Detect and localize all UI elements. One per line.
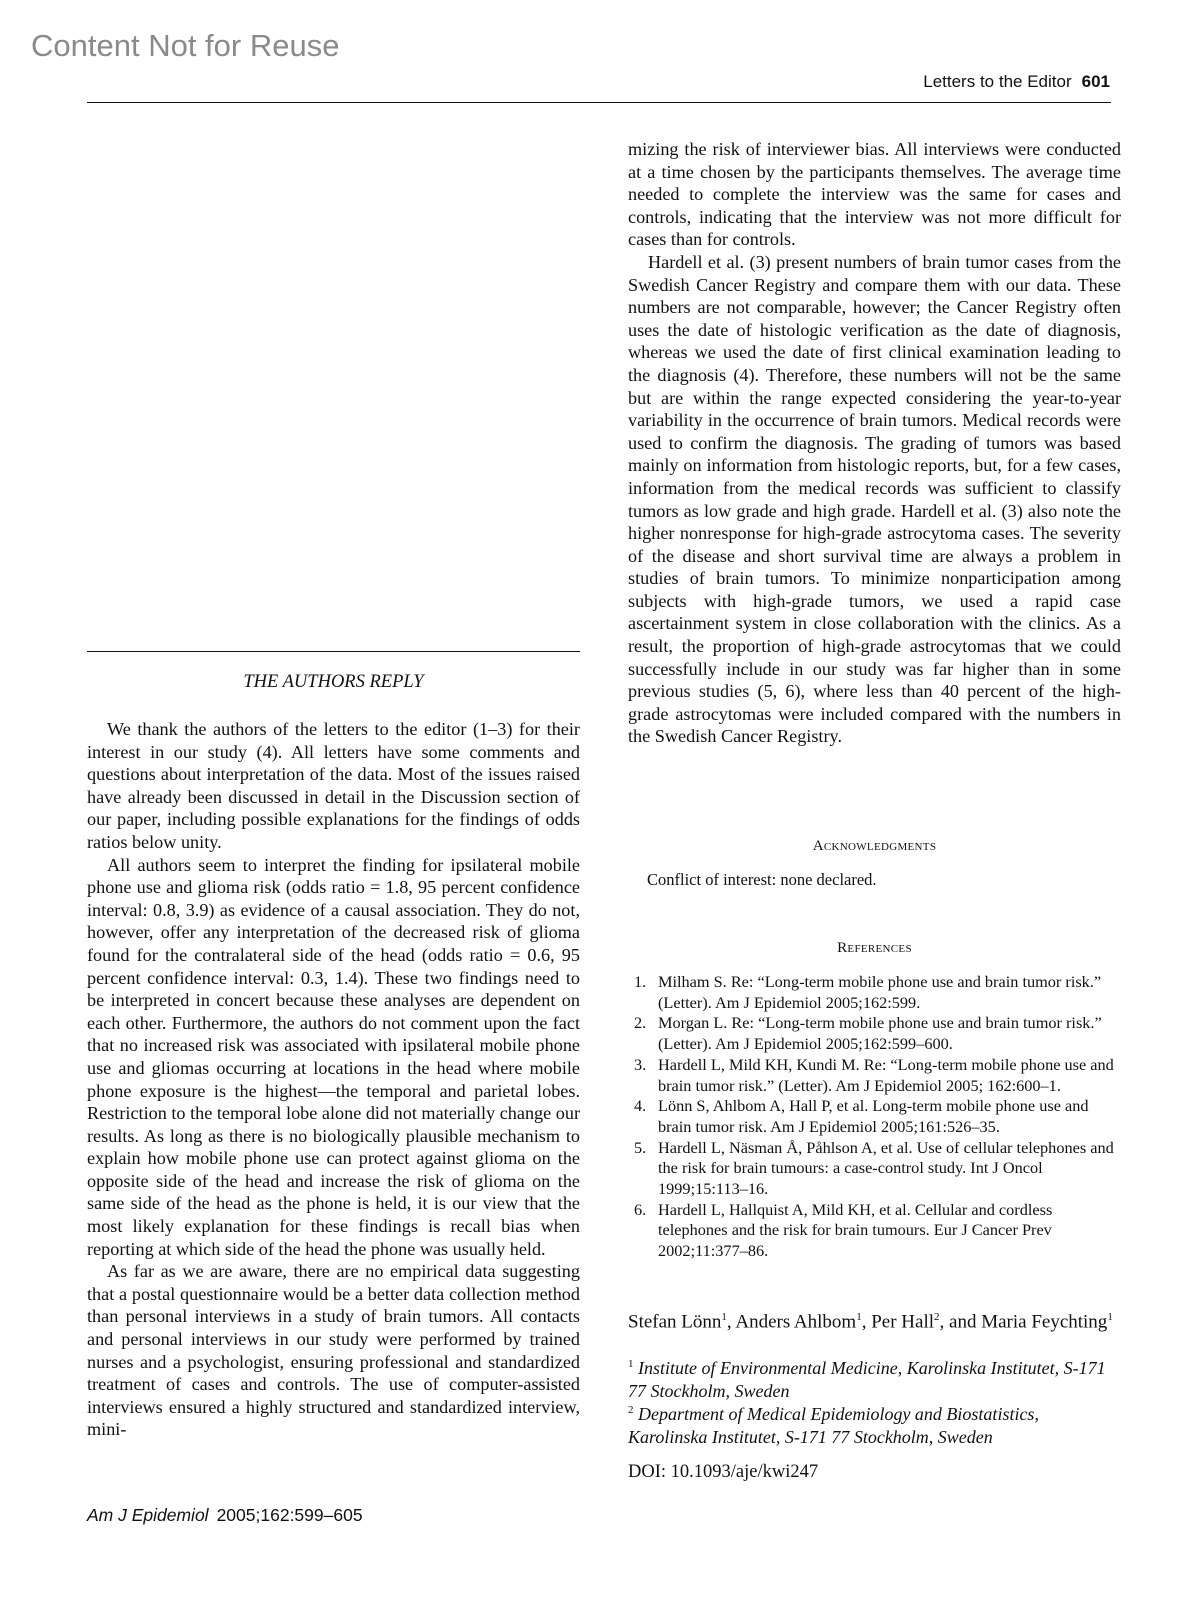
reference-number: 3. (634, 1054, 647, 1074)
author-name: , Anders Ahlbom (726, 1311, 857, 1333)
reference-text: Morgan L. Re: “Long-term mobile phone use and brain tumor risk.” (Letter). Am J Epidemiol 2005;162:599–600. (658, 1013, 1102, 1054)
journal-volume: 2005;162:599–605 (216, 1505, 363, 1525)
reference-number: 2. (634, 1013, 647, 1033)
author-name: , Per Hall (861, 1311, 935, 1333)
body-paragraph: mizing the risk of interviewer bias. All interviews were conducted at a time chosen by the participants themselves. The average time needed to complete the interview was the same for cases and controls, indicating that the interview was not more difficult for cases than for controls. (628, 139, 1121, 250)
reference-number: 5. (634, 1137, 647, 1157)
running-head-section: Letters to the Editor (923, 72, 1072, 91)
affiliation (628, 1399, 1121, 1448)
body-paragraph: Hardell et al. (3) present numbers of brain tumor cases from the Swedish Cancer Registry and compare them with our data. These numbers are not comparable, however; the Cancer Registry often uses the date of histologic verification as the date of diagnosis, whereas we used the date of first clinical examination leading to the diagnosis (4). Therefore, these numbers will not be the same but are within the range expected considering the year-to-year variability in the occurrence of brain tumors. Medical records were used to confirm the diagnosis. The grading of tumors was based mainly on information from histologic reports, but, for a few cases, information from the medical records was sufficient to classify tumors as low grade and high grade. Hardell et al. (3) also note the higher nonresponse for high-grade astrocytoma cases. The severity of the disease and short survival time are always a problem in studies of brain tumors. To minimize nonparticipation among subjects with high-grade tumors, we used a rapid case ascertainment system in close collaboration with the clinics. As a result, the proportion of high-grade astrocytomas that we could successfully include in our study was far higher than in some previous studies (5, 6), where less than 40 percent of the high-grade astrocytomas were included compared with the numbers in the Swedish Cancer Registry. (628, 251, 1121, 747)
right-column (628, 138, 1121, 748)
footer-citation (87, 1505, 363, 1526)
reference-text: Hardell L, Mild KH, Kundi M. Re: “Long-term mobile phone use and brain tumor risk.” (Letter). Am J Epidemiol 2005; 162:600–1. (658, 1054, 1114, 1095)
body-paragraph: As far as we are aware, there are no empirical data suggesting that a postal questionnaire would be a better data collection method than personal interviews in a study of brain tumors. All contacts and personal interviews in our study were performed by trained nurses and a psychologist, ensuring professional and standardized treatment of cases and controls. The use of computer-assisted interviews ensured a highly structured and standardized interview, mini- (87, 1261, 580, 1440)
author-name: , and Maria Feychting (939, 1311, 1108, 1333)
reference-item (634, 1200, 1121, 1262)
watermark: Content Not for Reuse (31, 28, 340, 63)
section-rule (87, 651, 580, 652)
reference-item (634, 1013, 1121, 1054)
left-column (87, 718, 580, 1441)
author-affiliation-mark: 1 (721, 1311, 727, 1323)
affiliation-mark: 1 (628, 1358, 634, 1370)
reference-number: 4. (634, 1096, 647, 1116)
reference-item (634, 1055, 1121, 1096)
reference-text: Hardell L, Näsman Å, Påhlson A, et al. Use of cellular telephones and the risk for brain tumours: a case-control study. Int J Oncol 1999;15:113–16. (658, 1137, 1114, 1199)
acknowledgments-heading: Acknowledgments (812, 838, 937, 854)
conflict-statement: Conflict of interest: none declared. (647, 870, 877, 889)
reference-item (634, 972, 1121, 1013)
reference-text: Lönn S, Ahlbom A, Hall P, et al. Long-term mobile phone use and brain tumor risk. Am J Epidemiol 2005;161:526–35. (658, 1096, 1089, 1136)
page-number: 601 (1081, 72, 1110, 91)
affiliation (628, 1353, 1121, 1402)
references-heading: References (837, 940, 912, 956)
reply-title: THE AUTHORS REPLY (243, 672, 424, 692)
author-affiliation-mark: 2 (934, 1311, 940, 1323)
author-name: Stefan Lönn (628, 1311, 722, 1333)
author-affiliation-mark: 1 (856, 1311, 862, 1323)
running-head (923, 72, 1110, 92)
reference-item (634, 1138, 1121, 1200)
author-affiliation-mark: 1 (1107, 1311, 1113, 1323)
reference-text: Hardell L, Hallquist A, Mild KH, et al. Cellular and cordless telephones and the risk for brain tumours. Eur J Cancer Prev 2002;11:377–86. (658, 1199, 1053, 1261)
reference-text: Milham S. Re: “Long-term mobile phone use and brain tumor risk.” (Letter). Am J Epidemiol 2005;162:599. (658, 972, 1102, 1012)
header-rule (87, 102, 1111, 103)
reference-number: 6. (634, 1199, 647, 1219)
reference-item (634, 1096, 1121, 1137)
reference-number: 1. (634, 972, 647, 991)
journal-name: Am J Epidemiol (87, 1505, 209, 1525)
affiliation-text: Institute of Environmental Medicine, Karolinska Institutet, S-171 77 Stockholm, Sweden (628, 1358, 1106, 1401)
body-paragraph: We thank the authors of the letters to the editor (1–3) for their interest in our study (4). All letters have some comments and questions about interpretation of the data. Most of the issues raised have already been discussed in detail in the Discussion section of our paper, including possible explanations for the findings of odds ratios below unity. (87, 719, 580, 852)
affiliation-mark: 2 (628, 1404, 634, 1416)
affiliation-text: Department of Medical Epidemiology and Biostatistics, Karolinska Institutet, S-171 77 Stockholm, Sweden (628, 1404, 1039, 1447)
author-list (628, 1306, 1121, 1333)
body-paragraph: All authors seem to interpret the finding for ipsilateral mobile phone use and glioma risk (odds ratio = 1.8, 95 percent confidence interval: 0.8, 3.9) as evidence of a causal association. They do not, however, offer any interpretation of the decreased risk of glioma found for the contralateral side of the head (odds ratio = 0.6, 95 percent confidence interval: 0.3, 1.4). These two findings need to be interpreted in concert because these analyses are dependent on each other. Furthermore, the authors do not comment upon the fact that no increased risk was associated with ipsilateral mobile phone use and gliomas occurring at locations in the head where mobile phone exposure is the highest—the temporal and parietal lobes. Restriction to the temporal lobe alone did not materially change our results. As long as there is no biologically plausible mechanism to explain how mobile phone use can protect against glioma on the opposite side of the head and increase the risk of glioma on the same side of the head as the phone is held, it is our view that the most likely explanation for these findings is recall bias when reporting at which side of the head the phone was usually held. (87, 854, 580, 1259)
reference-list (634, 972, 1121, 1262)
doi: DOI: 10.1093/aje/kwi247 (628, 1462, 819, 1482)
